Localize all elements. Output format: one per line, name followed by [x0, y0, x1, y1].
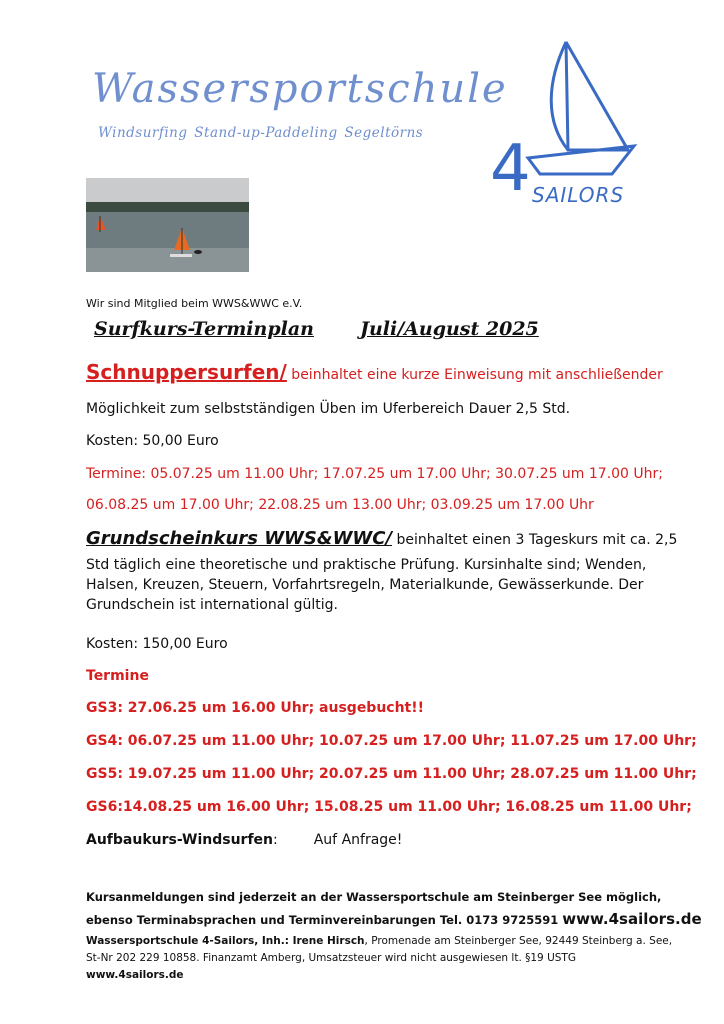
footer-owner: Wassersportschule 4-Sailors, Inh.: Irene Hirsch — [86, 935, 365, 947]
aufbau-value: Auf Anfrage! — [313, 832, 403, 848]
gs3-dates: GS3: 27.06.25 um 16.00 Uhr; ausgebucht!! — [86, 700, 425, 716]
gs4-dates: GS4: 06.07.25 um 11.00 Uhr; 10.07.25 um 17.00 Uhr; 11.07.25 um 17.00 Uhr; — [86, 733, 697, 749]
footer-line-2 — [86, 910, 702, 928]
aufbau-colon: : — [273, 832, 278, 848]
grundschein-intro: beinhaltet einen 3 Tageskurs mit ca. 2,5 — [392, 532, 678, 548]
membership-text: Wir sind Mitglied beim WWS&WWC e.V. — [86, 297, 303, 310]
logo-text: SAILORS — [532, 183, 625, 207]
school-title: Wassersportschule — [92, 66, 508, 112]
grundschein-heading-line — [86, 528, 677, 549]
aufbau-label: Aufbaukurs-Windsurfen — [86, 832, 274, 848]
plan-heading — [94, 318, 539, 340]
footer-website-link[interactable]: www.4sailors.de — [562, 910, 702, 928]
plan-period: Juli/August 2025 — [359, 318, 539, 340]
gs5-dates: GS5: 19.07.25 um 11.00 Uhr; 20.07.25 um 11.00 Uhr; 28.07.25 um 11.00 Uhr; — [86, 766, 697, 782]
schnupper-intro: beinhaltet eine kurze Einweisung mit anschließender — [286, 367, 663, 383]
windsurf-photo — [86, 178, 249, 272]
footer-line-3 — [86, 935, 672, 947]
school-subtitle: Windsurfing Stand-up-Paddeling Segeltörns — [98, 125, 424, 141]
schnupper-heading: Schnuppersurfen/ — [86, 360, 287, 384]
footer-tax-line: St-Nr 202 229 10858. Finanzamt Amberg, Umsatzsteuer wird nicht ausgewiesen lt. §19 USTG — [86, 952, 576, 964]
schnupper-dates-1: Termine: 05.07.25 um 11.00 Uhr; 17.07.25 um 17.00 Uhr; 30.07.25 um 17.00 Uhr; — [86, 466, 664, 482]
grundschein-description — [86, 555, 666, 615]
grundschein-line-2: Std täglich eine theoretische und praktische Prüfung. Kursinhalte sind; Wenden, — [86, 557, 647, 573]
footer-website-link-2[interactable]: www.4sailors.de — [86, 969, 184, 981]
schnupper-description: Möglichkeit zum selbstständigen Üben im Uferbereich Dauer 2,5 Std. — [86, 401, 571, 417]
grundschein-heading: Grundscheinkurs WWS&WWC/ — [86, 528, 393, 549]
plan-title: Surfkurs-Terminplan — [94, 318, 314, 340]
footer-contact: ebenso Terminabsprachen und Terminvereinbarungen Tel. 0173 9725591 — [86, 913, 563, 927]
4sailors-logo — [488, 40, 638, 215]
grundschein-cost: Kosten: 150,00 Euro — [86, 636, 228, 652]
footer-line-1: Kursanmeldungen sind jederzeit an der Wassersportschule am Steinberger See möglich, — [86, 890, 662, 904]
schnupper-cost: Kosten: 50,00 Euro — [86, 433, 219, 449]
aufbau-line — [86, 832, 402, 848]
gs6-dates: GS6:14.08.25 um 16.00 Uhr; 15.08.25 um 11.00 Uhr; 16.08.25 um 11.00 Uhr; — [86, 799, 692, 815]
schnupper-dates-2: 06.08.25 um 17.00 Uhr; 22.08.25 um 13.00 Uhr; 03.09.25 um 17.00 Uhr — [86, 497, 594, 513]
schnupper-heading-line — [86, 360, 663, 384]
footer-address: , Promenade am Steinberger See, 92449 Steinberg a. See, — [364, 935, 673, 947]
grundschein-line-4: Grundschein ist international gültig. — [86, 597, 338, 613]
grundschein-line-3: Halsen, Kreuzen, Steuern, Vorfahrtsregeln, Materialkunde, Gewässerkunde. Der — [86, 577, 644, 593]
grundschein-termine-label: Termine — [86, 668, 149, 684]
logo-number: 4 — [490, 132, 531, 206]
